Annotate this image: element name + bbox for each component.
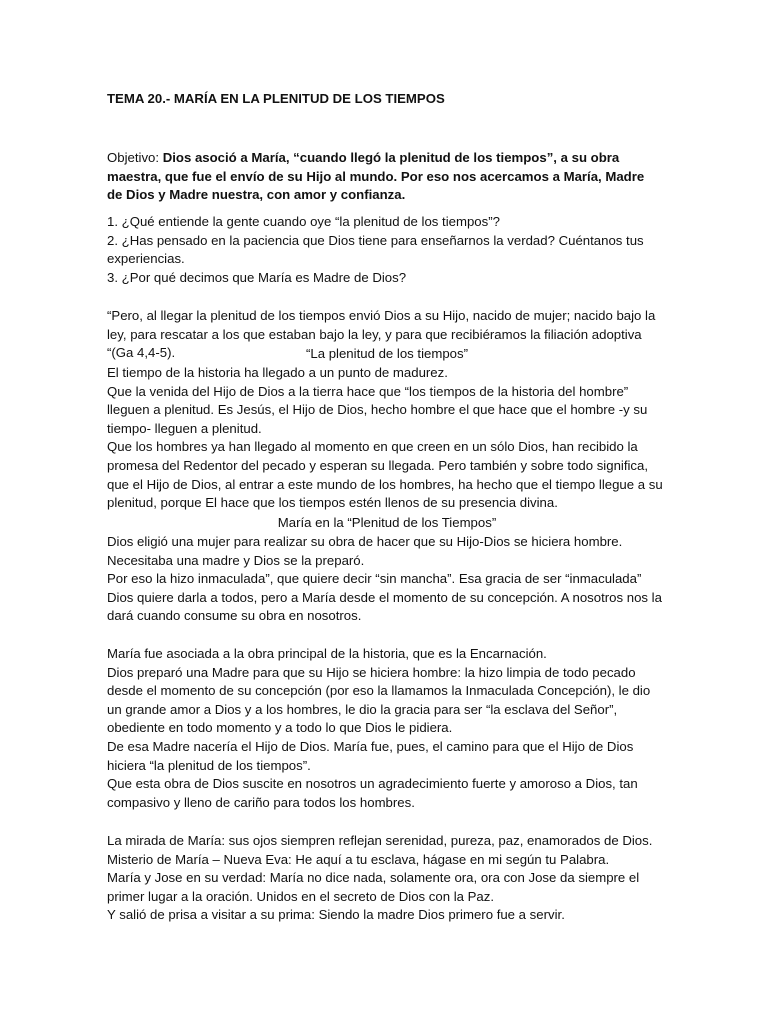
quote-paragraph: “Pero, al llegar la plenitud de los tiempos envió Dios a su Hijo, nacido de mujer; nacido bajo la ley, para rescatar a los que estaban bajo la ley, y para que recibiéramos la filiación adoptiva “(Ga 4,4-5). — [107, 308, 656, 361]
questions-list — [107, 213, 667, 287]
question-item: 1. ¿Qué entiende la gente cuando oye “la plenitud de los tiempos”? — [107, 214, 500, 229]
objective-paragraph — [107, 149, 663, 205]
paragraph: Dios preparó una Madre para que su Hijo se hiciera hombre: la hizo limpia de todo pecado desde el momento de su concepción (por eso la llamamos la Inmaculada Concepción), le dio un grande amor a Dios y a los hombres, le dio la gracia para ser “la esclava del Señor”, obediente en todo momento y a todo lo que Dios le pidiera. — [107, 664, 651, 736]
paragraph: De esa Madre nacería el Hijo de Dios. María fue, pues, el camino para que el Hijo de Dios hiciera “la plenitud de los tiempos”. — [107, 738, 634, 773]
paragraph: Misterio de María – Nueva Eva: He aquí a tu esclava, hágase en mi según tu Palabra. — [107, 851, 610, 867]
objective-label: Objetivo: — [107, 150, 163, 165]
paragraph: El tiempo de la historia ha llegado a un punto de madurez. — [107, 365, 448, 380]
paragraph: Y salió de prisa a visitar a su prima: Siendo la madre Dios primero fue a servir. — [107, 907, 565, 923]
section-body — [107, 533, 667, 626]
section-heading: María en la “Plenitud de los Tiempos” — [277, 515, 497, 530]
document-title: TEMA 20.- MARÍA EN LA PLENITUD DE LOS TIEMPOS — [107, 91, 445, 106]
paragraph: María y Jose en su verdad: María no dice nada, solamente ora, ora con Jose da siempre el primer lugar a la oración. Unidos en el secreto de Dios con la Paz. — [107, 870, 640, 904]
objective-text: Dios asoció a María, “cuando llegó la plenitud de los tiempos”, a su obra maestra, que fue el envío de su Hijo al mundo. Por eso nos acercamos a María, Madre de Dios y Madre nuestra, con amor y confianza. — [107, 150, 645, 203]
paragraph: Que la venida del Hijo de Dios a la tierra hace que “los tiempos de la historia del hombre” lleguen a plenitud. Es Jesús, el Hijo de Dios, hecho hombre el que hace que el hombre -y su tiempo- lleguen a plenitud. — [107, 383, 648, 436]
paragraph: Dios eligió una mujer para realizar su obra de hacer que su Hijo-Dios se hiciera hombre. Necesitaba una madre y Dios se la preparó. — [107, 534, 623, 568]
question-item: 2. ¿Has pensado en la paciencia que Dios tiene para enseñarnos la verdad? Cuéntanos tus experiencias. — [107, 232, 644, 267]
paragraph: María fue asociada a la obra principal de la historia, que es la Encarnación. — [107, 646, 547, 661]
question-item: 3. ¿Por qué decimos que María es Madre de Dios? — [107, 269, 407, 285]
paragraph: Que esta obra de Dios suscite en nosotros un agradecimiento fuerte y amoroso a Dios, tan compasivo y lleno de cariño para todos los hombres. — [107, 776, 638, 810]
section-heading: “La plenitud de los tiempos” — [305, 346, 468, 361]
paragraph: La mirada de María: sus ojos siempren reflejan serenidad, pureza, paz, enamorados de Dios. — [107, 833, 653, 848]
paragraph: Que los hombres ya han llegado al momento en que creen en un sólo Dios, han recibido la promesa del Redentor del pecado y esperan su llegada. Pero también y sobre todo significa, que el Hijo de Dios, al entrar a este mundo de los hombres, ha hecho que el tiempo llegue a su plenitud, porque El hace que los tiempos estén llenos de su presencia divina. — [107, 439, 663, 511]
section-body — [107, 645, 667, 812]
paragraph: Por eso la hizo inmaculada”, que quiere decir “sin mancha”. Esa gracia de ser “inmaculada” Dios quiere darla a todos, pero a María desde el momento de su concepción. A nosotros nos la dará cuando consume su obra en nosotros. — [107, 571, 662, 624]
section-body — [107, 832, 667, 925]
section-body — [107, 364, 667, 513]
